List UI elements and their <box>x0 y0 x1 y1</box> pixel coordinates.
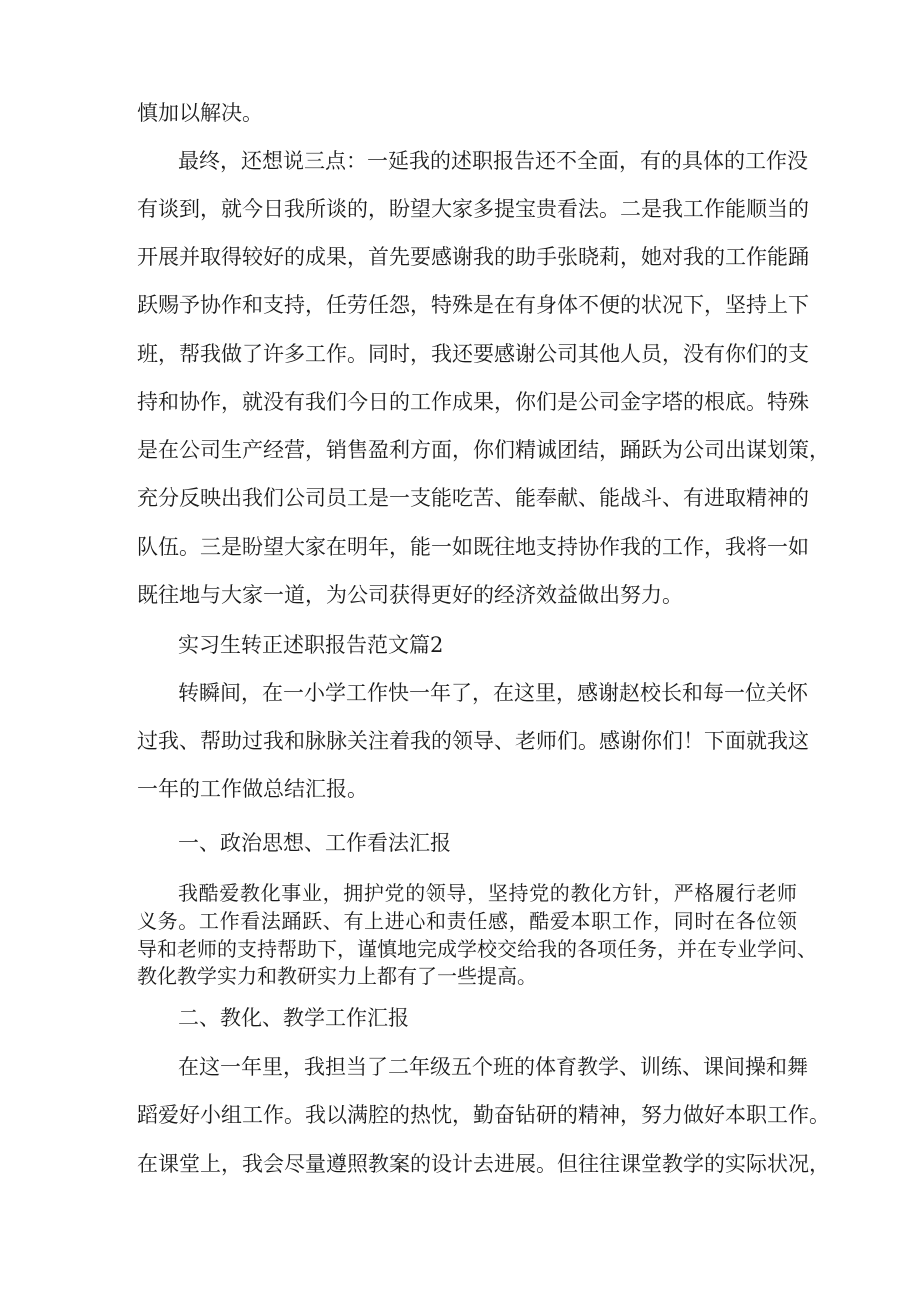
paragraph-line: 蹈爱好小组工作。我以满腔的热忱，勤奋钻研的精神，努力做好本职工作。 <box>137 1103 830 1127</box>
paragraph-line: 过我、帮助过我和脉脉关注着我的领导、老师们。感谢你们！下面就我这 <box>137 729 809 753</box>
paragraph-line: 义务。工作看法踊跃、有上进心和责任感，酷爱本职工作，同时在各位领 <box>137 909 797 933</box>
paragraph-line: 导和老师的支持帮助下，谨慎地完成学校交给我的各项任务，并在专业学问、 <box>137 937 817 961</box>
paragraph-line: 班，帮我做了许多工作。同时，我还要感谢公司其他人员，没有你们的支 <box>137 342 809 366</box>
paragraph-line: 是在公司生产经营，销售盈利方面，你们精诚团结，踊跃为公司出谋划策， <box>137 438 830 462</box>
paragraph-line: 队伍。三是盼望大家在明年，能一如既往地支持协作我的工作，我将一如 <box>137 535 809 559</box>
paragraph-line: 在这一年里，我担当了二年级五个班的体育教学、训练、课间操和舞 <box>178 1055 808 1079</box>
section-title: 实习生转正述职报告范文篇2 <box>178 633 444 657</box>
section-heading: 二、教化、教学工作汇报 <box>178 1006 409 1030</box>
paragraph-line: 有谈到，就今日我所谈的，盼望大家多提宝贵看法。二是我工作能顺当的 <box>137 197 809 221</box>
paragraph-line: 既往地与大家一道，为公司获得更好的经济效益做出努力。 <box>137 583 683 607</box>
paragraph-line: 我酷爱教化事业，拥护党的领导，坚持党的教化方针，严格履行老师 <box>178 881 797 905</box>
paragraph-line: 开展并取得较好的成果，首先要感谢我的助手张晓莉，她对我的工作能踊 <box>137 245 809 269</box>
paragraph-line: 在课堂上，我会尽量遵照教案的设计去进展。但往往课堂教学的实际状况， <box>137 1152 830 1176</box>
section-heading: 一、政治思想、工作看法汇报 <box>178 831 451 855</box>
paragraph-line: 转瞬间，在一小学工作快一年了，在这里，感谢赵校长和每一位关怀 <box>178 681 808 705</box>
paragraph-line: 最终，还想说三点：一延我的述职报告还不全面，有的具体的工作没 <box>178 149 808 173</box>
paragraph-line: 教化教学实力和教研实力上都有了一些提高。 <box>137 964 537 988</box>
paragraph-line: 持和协作，就没有我们今日的工作成果，你们是公司金字塔的根底。特殊 <box>137 390 809 414</box>
paragraph-line: 跃赐予协作和支持，任劳任怨，特殊是在有身体不便的状况下，坚持上下 <box>137 293 809 317</box>
paragraph-line: 一年的工作做总结汇报。 <box>137 777 368 801</box>
paragraph-line: 充分反映出我们公司员工是一支能吃苦、能奉献、能战斗、有进取精神的 <box>137 486 809 510</box>
paragraph-line: 慎加以解决。 <box>137 101 263 125</box>
